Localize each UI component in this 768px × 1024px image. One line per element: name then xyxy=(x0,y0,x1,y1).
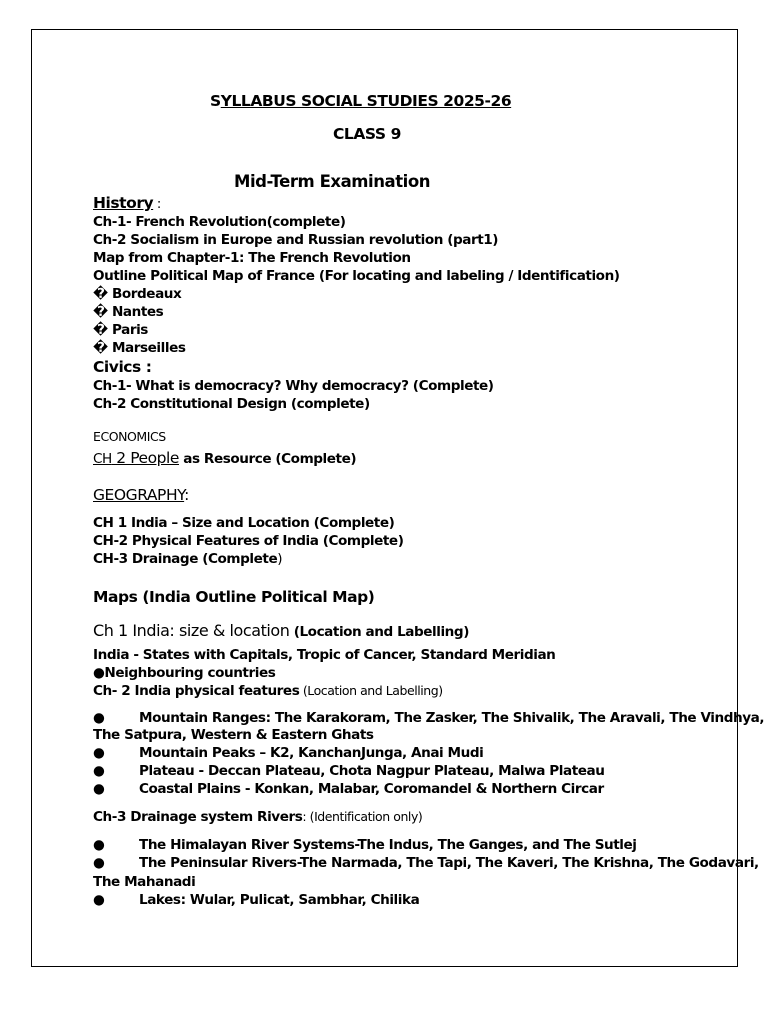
list-item-wrap: The Mahanadi xyxy=(93,874,196,890)
list-item: Mountain Peaks – K2, KanchanJunga, Anai Mudi xyxy=(139,745,484,761)
missing-glyph-icon: � xyxy=(93,322,108,338)
missing-glyph-icon: � xyxy=(93,340,108,356)
bullet-icon: ● xyxy=(93,892,105,908)
history-line: Map from Chapter-1: The French Revolution xyxy=(93,250,411,266)
maps-ch2-heading: Ch- 2 India physical features (Location and Labelling) xyxy=(93,683,443,699)
history-line: Ch-1- French Revolution(complete) xyxy=(93,214,346,230)
history-heading: History : xyxy=(93,194,161,212)
bullet-icon: ● xyxy=(93,745,105,761)
list-item: The Himalayan River Systems-The Indus, The Ganges, and The Sutlej xyxy=(139,837,637,853)
geography-line: CH 1 India – Size and Location (Complete) xyxy=(93,515,395,531)
class-title: CLASS 9 xyxy=(333,125,401,143)
maps-neighbours: ●Neighbouring countries xyxy=(93,665,276,681)
exam-title: Mid-Term Examination xyxy=(234,172,431,191)
civics-line: Ch-2 Constitutional Design (complete) xyxy=(93,396,370,412)
list-item: Lakes: Wular, Pulicat, Sambhar, Chilika xyxy=(139,892,420,908)
geography-heading: GEOGRAPHY: xyxy=(93,486,189,504)
maps-ch3-heading: Ch-3 Drainage system Rivers: (Identification only) xyxy=(93,809,423,825)
maps-ch1-line: India - States with Capitals, Tropic of Cancer, Standard Meridian xyxy=(93,647,556,663)
bullet-icon: ● xyxy=(93,837,105,853)
place-item: � Marseilles xyxy=(93,340,186,356)
missing-glyph-icon: � xyxy=(93,304,108,320)
place-item: � Paris xyxy=(93,322,148,338)
list-item: The Peninsular Rivers-The Narmada, The Tapi, The Kaveri, The Krishna, The Godavari, xyxy=(139,855,759,871)
economics-line: CH 2 People as Resource (Complete) xyxy=(93,449,357,467)
geography-line: CH-3 Drainage (Complete) xyxy=(93,551,283,567)
economics-heading: ECONOMICS xyxy=(93,429,166,444)
list-item-wrap: The Satpura, Western & Eastern Ghats xyxy=(93,727,374,743)
civics-line: Ch-1- What is democracy? Why democracy? (Complete) xyxy=(93,378,494,394)
bullet-icon: ● xyxy=(93,781,105,797)
bullet-icon: ● xyxy=(93,710,105,726)
civics-heading: Civics : xyxy=(93,358,152,376)
maps-heading: Maps (India Outline Political Map) xyxy=(93,588,375,606)
history-line: Ch-2 Socialism in Europe and Russian revolution (part1) xyxy=(93,232,499,248)
place-item: � Bordeaux xyxy=(93,286,182,302)
missing-glyph-icon: � xyxy=(93,286,108,302)
syllabus-title: SYLLABUS SOCIAL STUDIES 2025-26 xyxy=(210,92,512,110)
place-item: � Nantes xyxy=(93,304,164,320)
list-item: Mountain Ranges: The Karakoram, The Zasker, The Shivalik, The Aravali, The Vindhya, xyxy=(139,710,765,726)
list-item: Coastal Plains - Konkan, Malabar, Coromandel & Northern Circar xyxy=(139,781,604,797)
list-item: Plateau - Deccan Plateau, Chota Nagpur Plateau, Malwa Plateau xyxy=(139,763,605,779)
geography-line: CH-2 Physical Features of India (Complete) xyxy=(93,533,404,549)
bullet-icon: ● xyxy=(93,763,105,779)
bullet-icon: ● xyxy=(93,855,105,871)
history-line: Outline Political Map of France (For locating and labeling / Identification) xyxy=(93,268,620,284)
maps-ch1-heading: Ch 1 India: size & location (Location and Labelling) xyxy=(93,621,469,640)
